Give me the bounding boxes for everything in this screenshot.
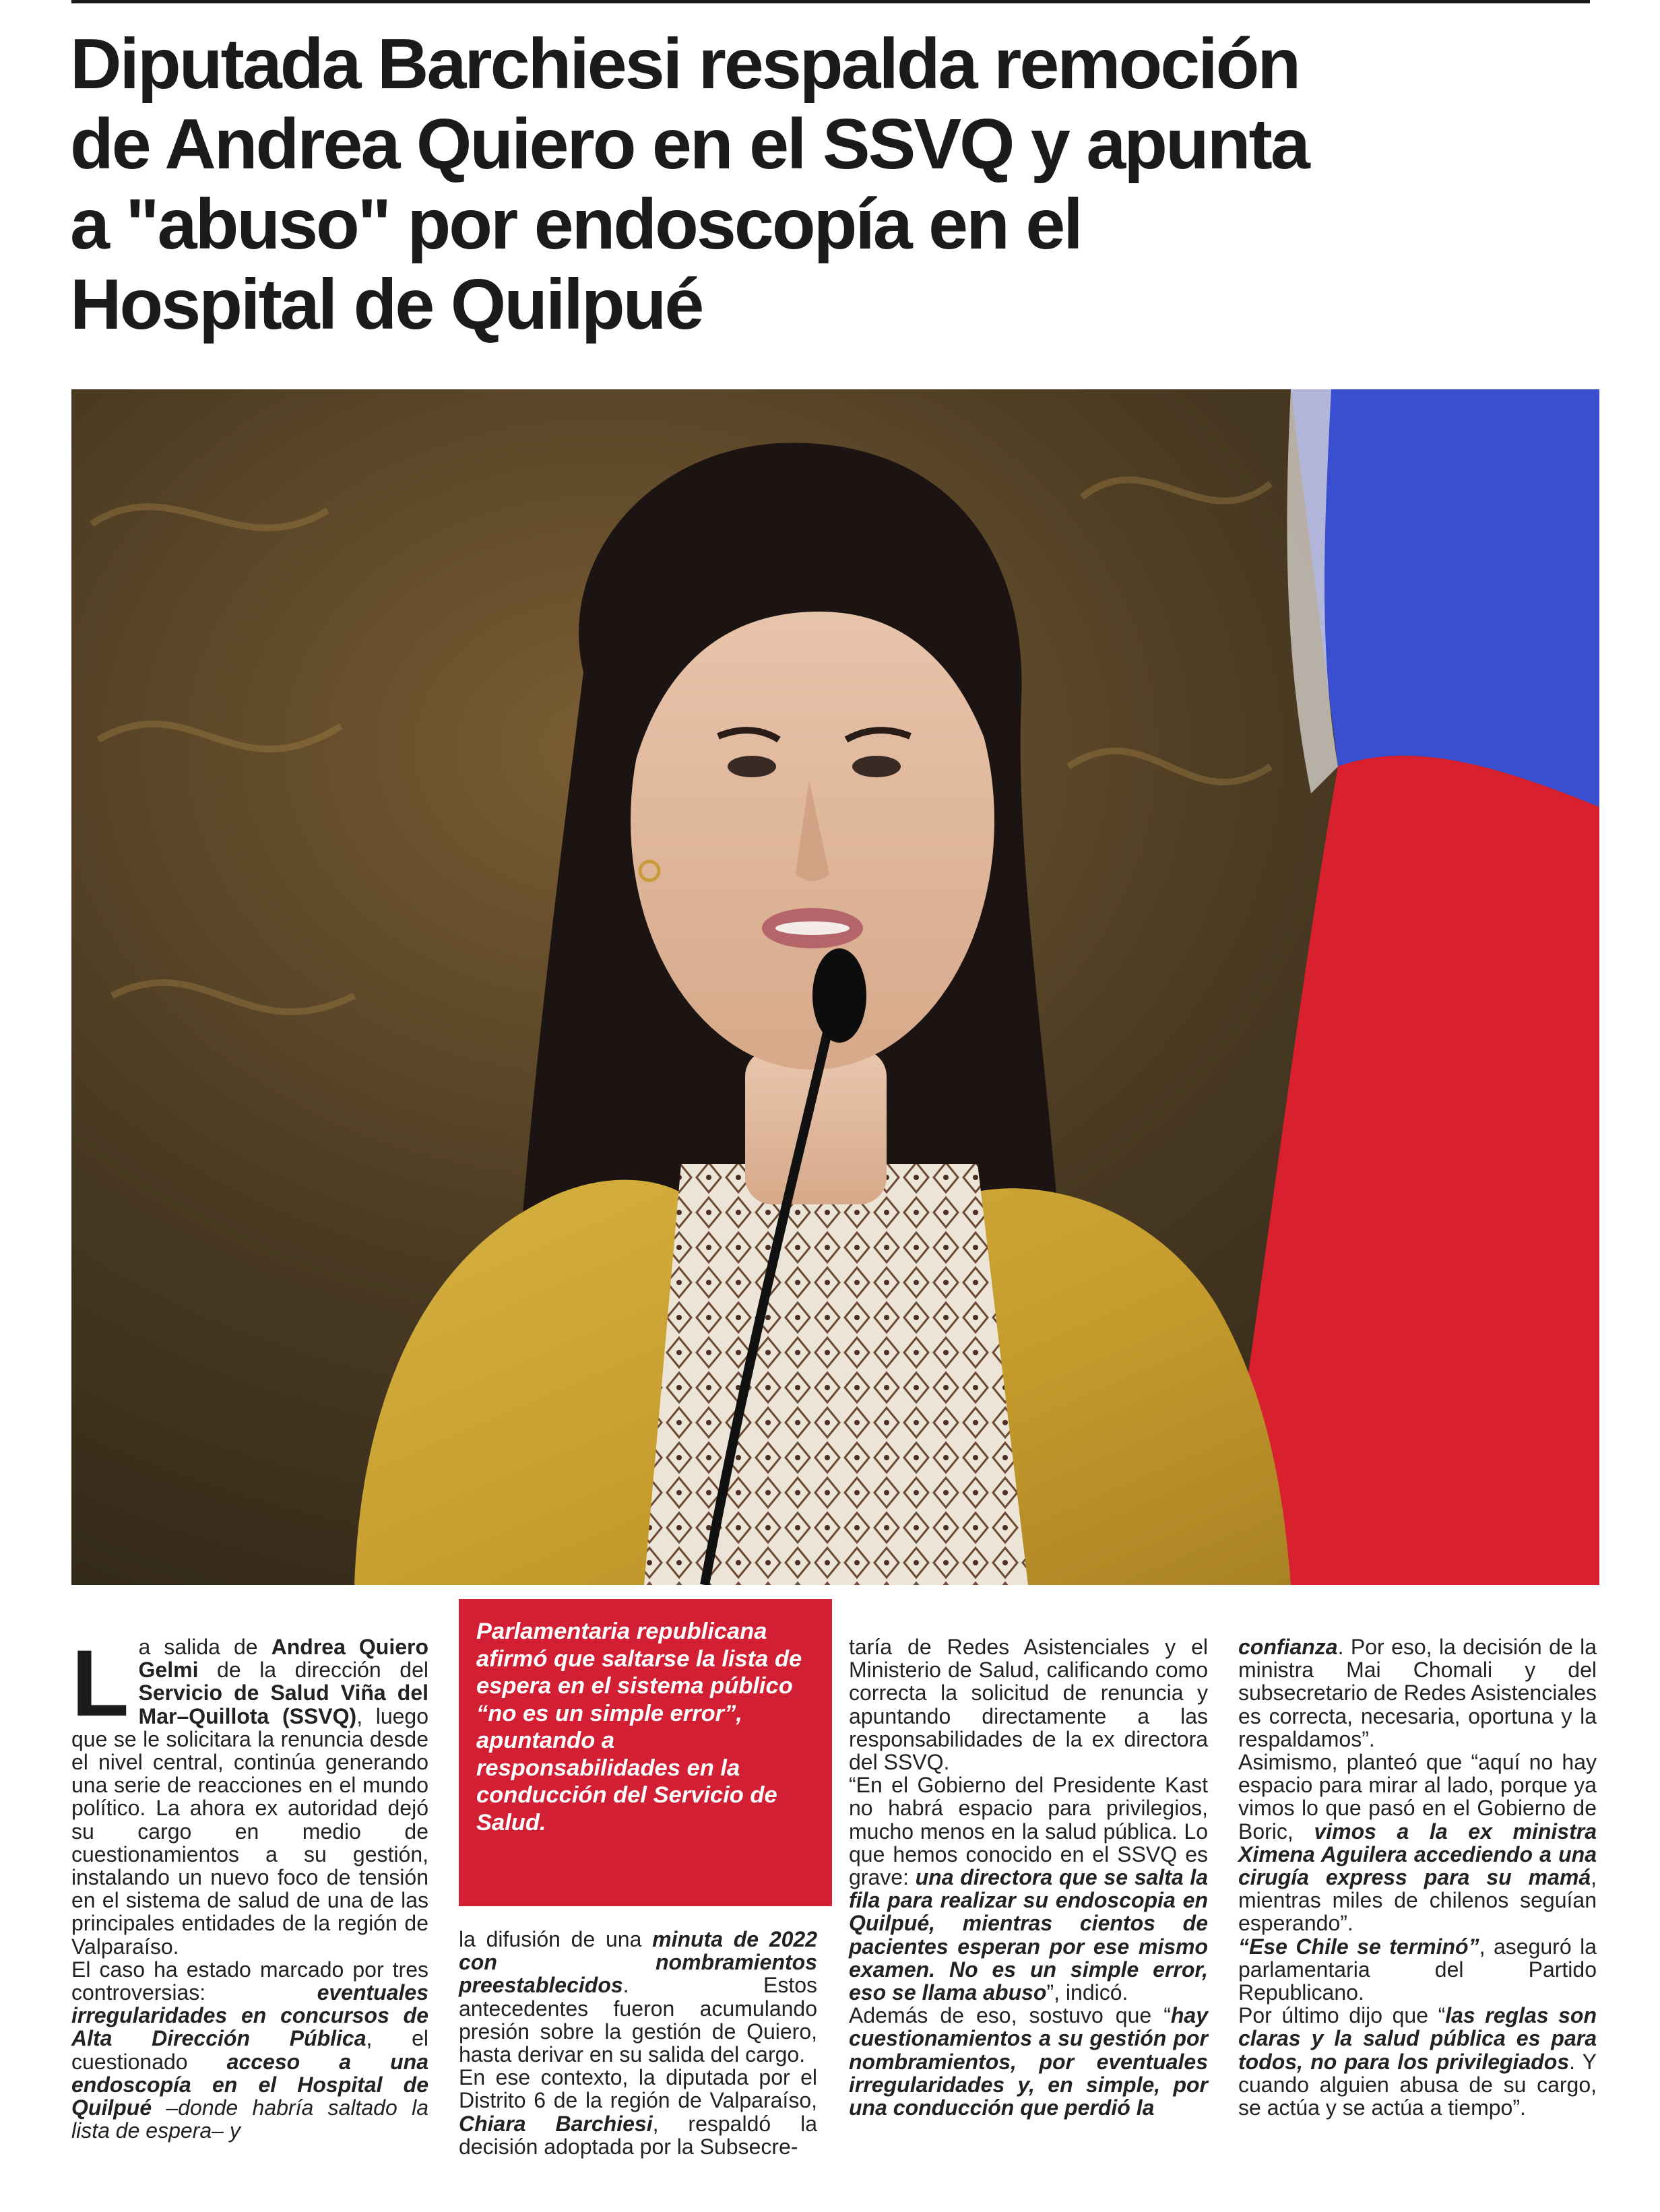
text-run: “En el Gobierno del Presidente Kast no habrá espacio para privilegios, mucho menos en la salud pública. Lo que hemos conocido en el SSVQ es grave:	[849, 1773, 1208, 1890]
text-run: las reglas son claras y la salud pública es para todos, no para los privilegiados	[1238, 2003, 1597, 2074]
text-run: , respaldó la decisión adoptada por la Subsecre-	[459, 2111, 818, 2159]
text-run: taría de Redes Asistenciales y el Ministerio de Salud, calificando como correcta la solicitud de renuncia y apuntando directamente a las responsabilidades de la ex directora del SSVQ.	[849, 1635, 1208, 1775]
text-run: Además de eso, sostuvo que “	[849, 2003, 1171, 2028]
text-run: . Estos antecedentes fueron acumulando presión sobre la gestión de Quiero, hasta derivar en su salida del cargo.	[459, 1973, 817, 2067]
text-run: El caso ha estado marcado por tres controversias:	[71, 1957, 428, 2005]
paragraph	[459, 1928, 817, 2066]
headline-line: a "abuso" por endoscopía en el	[70, 185, 1081, 264]
text-run: , el cuestionado	[71, 2026, 428, 2074]
article-photo	[71, 389, 1599, 1585]
text-run: Andrea Quiero Gelmi	[138, 1635, 429, 1683]
text-run: . Por eso, la decisión de la ministra Mai Chomali y del subsecretario de Redes Asistenciales es correcta, necesaria, oportuna y la respaldamos”.	[1238, 1635, 1597, 1751]
text-run: . Y cuando alguien abusa de su cargo, se actúa y se actúa a tiempo”.	[1238, 2049, 1597, 2120]
paragraph	[1238, 1751, 1597, 1935]
paragraph	[1238, 1635, 1597, 1751]
body-column-2	[459, 1928, 817, 2158]
text-run: confianza	[1238, 1635, 1338, 1659]
text-run: , aseguró la parlamentaria del Partido Republicano.	[1238, 1934, 1597, 2005]
text-run: En ese contexto, la diputada por el Distrito 6 de la región de Valparaíso,	[459, 2065, 817, 2113]
text-run: “Ese Chile se terminó”	[1238, 1934, 1479, 1959]
text-run: acceso a una endoscopía en el Hospital de Quilpué	[71, 2049, 429, 2120]
text-run: , mientras miles de chilenos seguían esperando”.	[1238, 1865, 1597, 1936]
text-run: de la dirección del	[198, 1658, 428, 1683]
paragraph	[849, 1635, 1208, 1774]
text-run: una directora que se salta la fila para realizar su endoscopia en Quilpué, mientras cientos de pacientes esperan por ese mismo examen. No es un simple error, eso se llama abuso	[849, 1865, 1208, 2005]
body-column-3	[849, 1635, 1208, 2119]
text-run: a salida de	[138, 1635, 272, 1659]
text-run: Asimismo, planteó que “aquí no hay espacio para mirar al lado, porque ya vimos lo que pasó en el Gobierno de Boric,	[1238, 1750, 1597, 1844]
text-run: minuta de 2022 con nombramientos preestablecidos	[459, 1927, 818, 1998]
headline	[70, 24, 1606, 345]
text-run: la difusión de una	[459, 1927, 653, 1951]
pull-quote-text: Parlamentaria republicana afirmó que saltarse la lista de espera en el sistema público “no es un simple error”, apuntando a responsabilidades en la conducción del Servicio de Salud.	[476, 1619, 802, 1835]
text-run: hay cuestionamientos a su gestión por nombramientos, por eventuales irregularidades y, en simple, por una conducción que perdió la	[849, 2003, 1208, 2120]
text-run: eventuales irregularidades en concursos de Alta Dirección Pública	[71, 1980, 428, 2051]
headline-line: Hospital de Quilpué	[70, 265, 703, 344]
paragraph	[849, 2004, 1208, 2119]
paragraph	[459, 2066, 817, 2158]
text-run: Por último dijo que “	[1238, 2003, 1446, 2028]
body-column-4	[1238, 1635, 1597, 2119]
text-run: ”, indicó.	[1046, 1980, 1128, 2005]
headline-line: de Andrea Quiero en el SSVQ y apunta	[70, 104, 1308, 184]
pull-quote	[459, 1599, 832, 1906]
text-run: Chiara Barchiesi	[459, 2111, 653, 2136]
top-rule	[71, 0, 1590, 3]
headline-line: Diputada Barchiesi respalda remoción	[70, 24, 1300, 104]
body-column-1	[71, 1630, 429, 2143]
text-run: vimos a la ex ministra Ximena Aguilera accediendo a una cirugía express para su mamá	[1238, 1819, 1597, 1890]
text-run: , luego que se le solicitara la renuncia desde el nivel central, continúa generando una serie de reacciones en el mundo político. La ahora ex autoridad dejó su cargo en medio de cuestionamientos a su gestión, instalando un nuevo foco de tensión en el sistema de salud de una de las principales entidades de la región de Valparaíso.	[71, 1703, 429, 1959]
paragraph	[1238, 2004, 1597, 2119]
text-run: Servicio de Salud Viña del Mar–Quillota (SSVQ)	[138, 1681, 428, 1728]
paragraph	[849, 1774, 1208, 2004]
drop-cap: L	[71, 1630, 129, 1736]
paragraph	[1238, 1935, 1597, 2005]
paragraph	[71, 1958, 428, 2143]
text-run: –donde habría saltado la lista de espera– y	[71, 2095, 428, 2143]
